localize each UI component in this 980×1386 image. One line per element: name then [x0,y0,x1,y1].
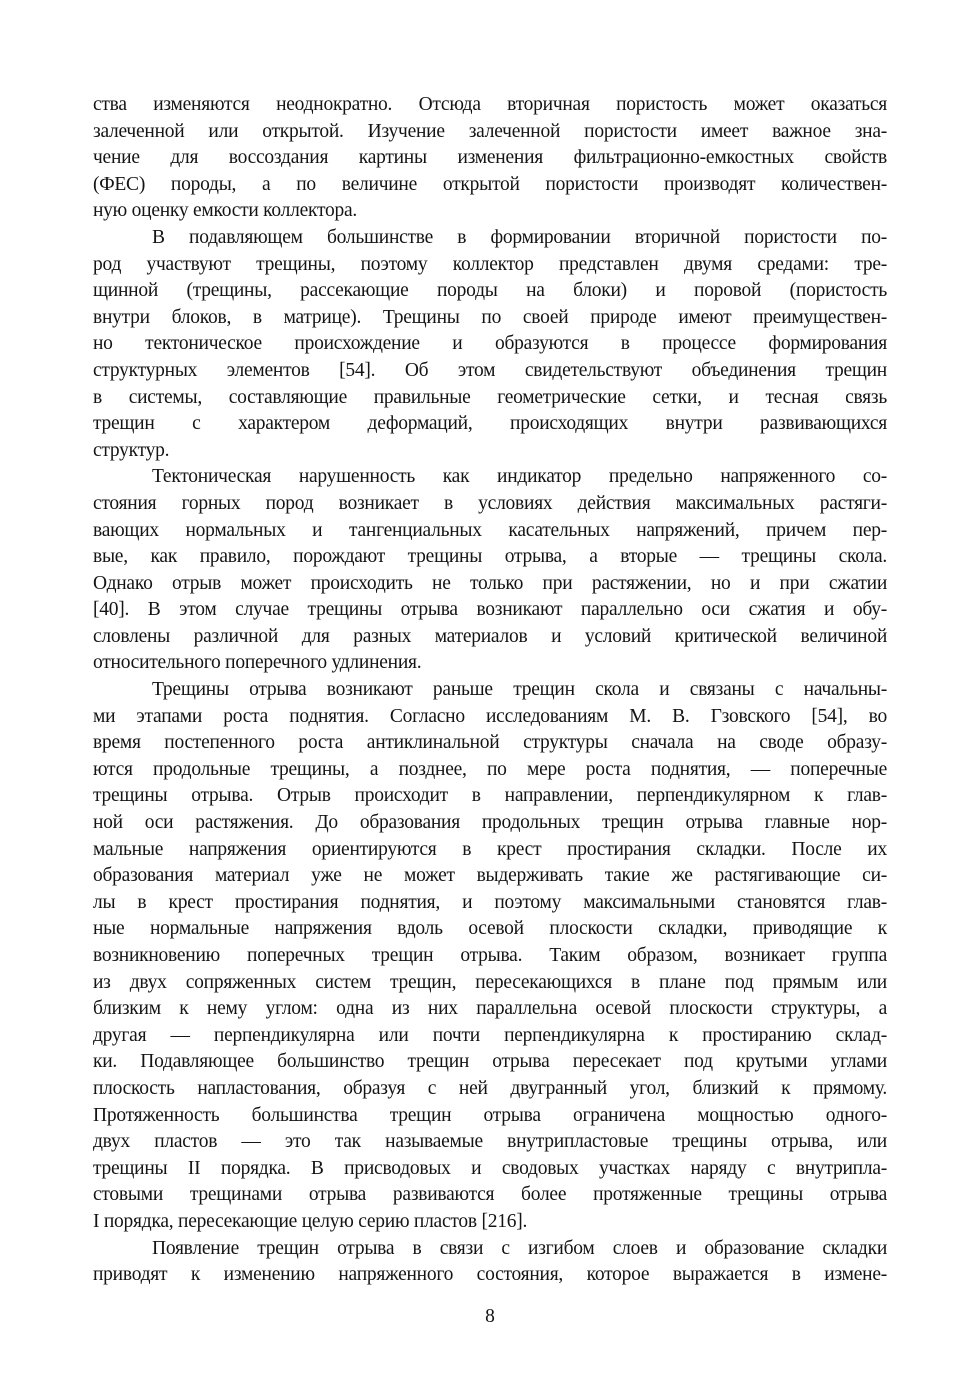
text-line: ства изменяются неоднократно. Отсюда вторичная пористость может оказаться [93,94,887,115]
text-line: приводят к изменению напряженного состояния, которое выражается в измене- [93,1264,887,1286]
paragraph [93,92,887,225]
text-line: двух пластов — это так называемые внутрипластовые трещины отрыва, или [93,1131,887,1153]
paragraph [93,1236,887,1289]
text-line: трещины II порядка. В присводовых и сводовых участках наряду с внутрипла- [93,1157,887,1179]
paragraph [93,225,887,464]
text-line: щинной (трещины, рассекающие породы на блоки) и поровой (пористость [93,280,887,302]
text-line: внутри блоков, в матрице). Трещины по своей природе имеют преимуществен- [93,306,887,328]
text-line: образования материал уже не может выдерживать такие же растягивающие си- [93,865,887,887]
text-line: I порядка, пересекающие целую серию пластов [216]. [93,1210,528,1232]
text-line: залеченной или открытой. Изучение залеченной пористости имеет важное зна- [93,120,887,142]
text-line: в системы, составляющие правильные геометрические сетки, и тесная связь [93,386,887,408]
text-line: структурных элементов [54]. Об этом свидетельствуют объединения трещин [93,359,887,381]
text-line: стояния горных пород возникает в условиях действия максимальных растяги- [93,492,887,514]
text-line: структур. [93,439,170,461]
text-line: словлены различной для разных материалов и условий критической величиной [93,625,887,647]
page-body [93,92,887,1289]
paragraph [93,464,887,677]
text-line: (ФЕС) породы, а по величине открытой пористости производят количествен- [93,173,887,195]
text-line: лы в крест простирания поднятия, и поэтому максимальными становятся глав- [93,891,887,913]
text-line: ются продольные трещины, а позднее, по мере роста поднятия, — поперечные [93,758,887,780]
text-line: вые, как правило, порождают трещины отрыва, а вторые — трещины скола. [93,546,887,568]
text-line: В подавляющем большинстве в формировании вторичной пористости по- [152,226,887,248]
text-line: но тектоническое происхождение и образуются в процессе формирования [93,333,887,355]
text-line: мальные напряжения ориентируются в крест простирания складки. После их [93,838,887,860]
text-line: плоскость напластования, образуя с ней двугранный угол, близкий к прямому. [93,1077,887,1099]
text-line: чение для воссоздания картины изменения фильтрационно-емкостных свойств [93,147,887,169]
text-line: ные нормальные напряжения вдоль осевой плоскости складки, приводящие к [93,918,887,940]
text-line: Однако отрыв может происходить не только при растяжении, но и при сжатии [93,572,887,594]
text-line: род участвуют трещины, поэтому коллектор представлен двумя средами: тре- [93,253,887,275]
text-line: вающих нормальных и тангенциальных касательных напряжений, причем пер- [93,519,887,541]
text-line: Появление трещин отрыва в связи с изгибом слоев и образование складки [152,1237,887,1259]
page-number: 8 [485,1306,495,1327]
text-line: трещин с характером деформаций, происходящих внутри развивающихся [93,413,887,435]
text-line: [40]. В этом случае трещины отрыва возникают параллельно оси сжатия и обу- [93,599,887,621]
text-line: Трещины отрыва возникают раньше трещин скола и связаны с начальны- [152,679,887,701]
text-line: Тектоническая нарушенность как индикатор предельно напряженного со- [152,466,887,488]
text-line: ми этапами роста поднятия. Согласно исследованиям М. В. Гзовского [54], во [93,705,887,727]
text-line: стовыми трещинами отрыва развиваются более протяженные трещины отрыва [93,1184,887,1206]
text-line: возникновению поперечных трещин отрыва. Таким образом, возникает группа [93,945,887,966]
text-line: ную оценку емкости коллектора. [93,200,358,222]
text-line: ной оси растяжения. До образования продольных трещин отрыва главные нор- [93,812,887,834]
text-line: близким к нему углом: одна из них параллельна осевой плоскости структуры, а [93,998,887,1020]
text-line: относительного поперечного удлинения. [93,652,422,674]
text-line: ки. Подавляющее большинство трещин отрыва пересекает под крутыми углами [93,1051,887,1073]
paragraph [93,677,887,1235]
text-line: трещины отрыва. Отрыв происходит в направлении, перпендикулярном к глав- [93,785,887,807]
text-line: другая — перпендикулярна или почти перпендикулярна к простиранию склад- [93,1024,887,1046]
text-line: Протяженность большинства трещин отрыва ограничена мощностью одного- [93,1104,887,1126]
text-line: время постепенного роста антиклинальной структуры сначала на своде образу- [93,732,887,754]
text-line: из двух сопряженных систем трещин, пересекающихся в плане под прямым или [93,971,887,993]
